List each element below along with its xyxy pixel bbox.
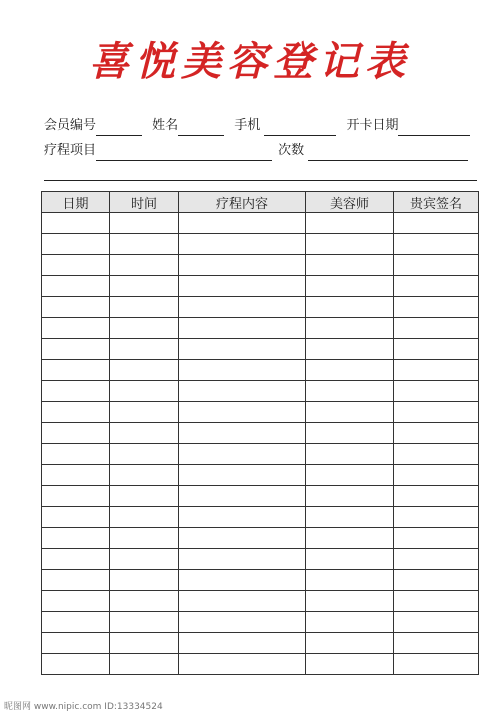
table-cell[interactable] bbox=[110, 402, 179, 423]
table-cell[interactable] bbox=[42, 276, 110, 297]
table-cell[interactable] bbox=[110, 486, 179, 507]
table-cell[interactable] bbox=[306, 528, 394, 549]
table-cell[interactable] bbox=[306, 465, 394, 486]
date-header: 日期 bbox=[42, 192, 110, 213]
table-cell[interactable] bbox=[42, 570, 110, 591]
table-row bbox=[42, 507, 479, 528]
table-cell[interactable] bbox=[110, 381, 179, 402]
table-cell[interactable] bbox=[306, 423, 394, 444]
table-cell[interactable] bbox=[394, 633, 479, 654]
table-cell[interactable] bbox=[394, 570, 479, 591]
table-cell[interactable] bbox=[179, 507, 306, 528]
table-row bbox=[42, 654, 479, 675]
table-cell[interactable] bbox=[394, 360, 479, 381]
table-cell[interactable] bbox=[42, 507, 110, 528]
table-cell[interactable] bbox=[110, 654, 179, 675]
table-cell[interactable] bbox=[110, 255, 179, 276]
table-cell[interactable] bbox=[110, 234, 179, 255]
phone-field[interactable] bbox=[264, 120, 336, 136]
table-row bbox=[42, 255, 479, 276]
table-row bbox=[42, 612, 479, 633]
table-cell[interactable] bbox=[42, 297, 110, 318]
table-cell[interactable] bbox=[394, 213, 479, 234]
table-row bbox=[42, 297, 479, 318]
table-cell[interactable] bbox=[42, 360, 110, 381]
table-cell[interactable] bbox=[110, 276, 179, 297]
name-label: 姓名 bbox=[152, 118, 179, 133]
table-cell[interactable] bbox=[394, 528, 479, 549]
table-row bbox=[42, 213, 479, 234]
table-cell[interactable] bbox=[394, 276, 479, 297]
phone-label: 手机 bbox=[234, 118, 261, 133]
table-row bbox=[42, 591, 479, 612]
table-cell[interactable] bbox=[42, 654, 110, 675]
time-header: 时间 bbox=[110, 192, 179, 213]
table-cell[interactable] bbox=[42, 339, 110, 360]
table-cell[interactable] bbox=[110, 612, 179, 633]
table-cell[interactable] bbox=[394, 297, 479, 318]
table-cell[interactable] bbox=[179, 255, 306, 276]
table-row bbox=[42, 549, 479, 570]
table-cell[interactable] bbox=[179, 612, 306, 633]
table-body bbox=[42, 213, 479, 675]
table-cell[interactable] bbox=[179, 402, 306, 423]
table-cell[interactable] bbox=[110, 591, 179, 612]
table-cell[interactable] bbox=[179, 528, 306, 549]
table-cell[interactable] bbox=[42, 549, 110, 570]
table-cell[interactable] bbox=[394, 423, 479, 444]
table-cell[interactable] bbox=[42, 486, 110, 507]
times-label: 次数 bbox=[278, 143, 305, 158]
table-cell[interactable] bbox=[110, 213, 179, 234]
table-cell[interactable] bbox=[179, 654, 306, 675]
table-cell[interactable] bbox=[42, 444, 110, 465]
card-date-field[interactable] bbox=[398, 120, 470, 136]
table-cell[interactable] bbox=[110, 423, 179, 444]
table-cell[interactable] bbox=[179, 360, 306, 381]
card-date-label: 开卡日期 bbox=[346, 118, 399, 133]
table-cell[interactable] bbox=[394, 465, 479, 486]
table-cell[interactable] bbox=[42, 423, 110, 444]
table-cell[interactable] bbox=[42, 465, 110, 486]
table-cell[interactable] bbox=[110, 465, 179, 486]
table-cell[interactable] bbox=[394, 507, 479, 528]
table-cell[interactable] bbox=[179, 234, 306, 255]
table-cell[interactable] bbox=[179, 318, 306, 339]
table-cell[interactable] bbox=[179, 297, 306, 318]
table-row bbox=[42, 381, 479, 402]
table-cell[interactable] bbox=[42, 318, 110, 339]
table-cell[interactable] bbox=[306, 234, 394, 255]
table-cell[interactable] bbox=[179, 591, 306, 612]
name-field[interactable] bbox=[178, 120, 224, 136]
course-field[interactable] bbox=[96, 145, 272, 161]
table-cell[interactable] bbox=[306, 360, 394, 381]
table-cell[interactable] bbox=[394, 234, 479, 255]
table-cell[interactable] bbox=[394, 486, 479, 507]
table-cell[interactable] bbox=[179, 570, 306, 591]
table-cell[interactable] bbox=[110, 549, 179, 570]
table-cell[interactable] bbox=[306, 591, 394, 612]
table-cell[interactable] bbox=[110, 444, 179, 465]
table-row bbox=[42, 633, 479, 654]
table-cell[interactable] bbox=[394, 549, 479, 570]
table-cell[interactable] bbox=[179, 633, 306, 654]
table-cell[interactable] bbox=[110, 633, 179, 654]
table-cell[interactable] bbox=[306, 507, 394, 528]
table-cell[interactable] bbox=[306, 318, 394, 339]
table-cell[interactable] bbox=[394, 402, 479, 423]
table-cell[interactable] bbox=[306, 339, 394, 360]
table-cell[interactable] bbox=[306, 570, 394, 591]
table-cell[interactable] bbox=[394, 339, 479, 360]
table-cell[interactable] bbox=[306, 213, 394, 234]
member-no-label: 会员编号 bbox=[44, 118, 97, 133]
table-cell[interactable] bbox=[110, 528, 179, 549]
times-field[interactable] bbox=[308, 145, 468, 161]
table-cell[interactable] bbox=[179, 465, 306, 486]
table-cell[interactable] bbox=[394, 591, 479, 612]
table-cell[interactable] bbox=[42, 633, 110, 654]
table-cell[interactable] bbox=[306, 612, 394, 633]
table-cell[interactable] bbox=[179, 423, 306, 444]
table-cell[interactable] bbox=[179, 444, 306, 465]
table-cell[interactable] bbox=[306, 444, 394, 465]
table-cell[interactable] bbox=[42, 528, 110, 549]
table-cell[interactable] bbox=[179, 486, 306, 507]
vip-signature-header: 贵宾签名 bbox=[394, 192, 479, 213]
table-row bbox=[42, 339, 479, 360]
divider-line bbox=[44, 180, 477, 181]
table-row bbox=[42, 423, 479, 444]
table-cell[interactable] bbox=[306, 255, 394, 276]
table-cell[interactable] bbox=[42, 591, 110, 612]
table-cell[interactable] bbox=[179, 381, 306, 402]
table-row bbox=[42, 276, 479, 297]
table-row bbox=[42, 486, 479, 507]
table-row bbox=[42, 318, 479, 339]
table-cell[interactable] bbox=[394, 318, 479, 339]
table-cell[interactable] bbox=[110, 318, 179, 339]
table-cell[interactable] bbox=[110, 297, 179, 318]
table-row bbox=[42, 465, 479, 486]
watermark-text: 昵图网 www.nipic.com ID:13334524 bbox=[4, 702, 163, 712]
table-cell[interactable] bbox=[42, 234, 110, 255]
table-cell[interactable] bbox=[179, 549, 306, 570]
table-row bbox=[42, 528, 479, 549]
member-info-row bbox=[44, 116, 478, 136]
table-cell[interactable] bbox=[394, 654, 479, 675]
table-cell[interactable] bbox=[306, 276, 394, 297]
table-cell[interactable] bbox=[306, 633, 394, 654]
table-cell[interactable] bbox=[306, 549, 394, 570]
table-cell[interactable] bbox=[110, 339, 179, 360]
beautician-header: 美容师 bbox=[306, 192, 394, 213]
table-row bbox=[42, 360, 479, 381]
member-no-field[interactable] bbox=[96, 120, 142, 136]
table-cell[interactable] bbox=[179, 276, 306, 297]
table-row bbox=[42, 234, 479, 255]
table-row bbox=[42, 570, 479, 591]
table-cell[interactable] bbox=[42, 612, 110, 633]
form-title: 喜悦美容登记表 bbox=[89, 38, 411, 85]
table-row bbox=[42, 444, 479, 465]
table-cell[interactable] bbox=[306, 654, 394, 675]
table-row bbox=[42, 402, 479, 423]
table-cell[interactable] bbox=[394, 444, 479, 465]
treatment-log-table bbox=[41, 191, 479, 675]
table-cell[interactable] bbox=[306, 486, 394, 507]
table-cell[interactable] bbox=[394, 381, 479, 402]
table-cell[interactable] bbox=[306, 297, 394, 318]
course-label: 疗程项目 bbox=[44, 143, 97, 158]
table-cell[interactable] bbox=[42, 255, 110, 276]
table-cell[interactable] bbox=[110, 570, 179, 591]
table-cell[interactable] bbox=[394, 612, 479, 633]
table-cell[interactable] bbox=[394, 255, 479, 276]
course-info-row bbox=[44, 141, 478, 161]
table-cell[interactable] bbox=[42, 381, 110, 402]
table-cell[interactable] bbox=[110, 507, 179, 528]
table-cell[interactable] bbox=[42, 402, 110, 423]
table-cell[interactable] bbox=[110, 360, 179, 381]
table-cell[interactable] bbox=[306, 402, 394, 423]
table-cell[interactable] bbox=[179, 339, 306, 360]
table-header-row bbox=[42, 192, 479, 213]
table-cell[interactable] bbox=[306, 381, 394, 402]
table-cell[interactable] bbox=[42, 213, 110, 234]
treatment-content-header: 疗程内容 bbox=[179, 192, 306, 213]
table-cell[interactable] bbox=[179, 213, 306, 234]
